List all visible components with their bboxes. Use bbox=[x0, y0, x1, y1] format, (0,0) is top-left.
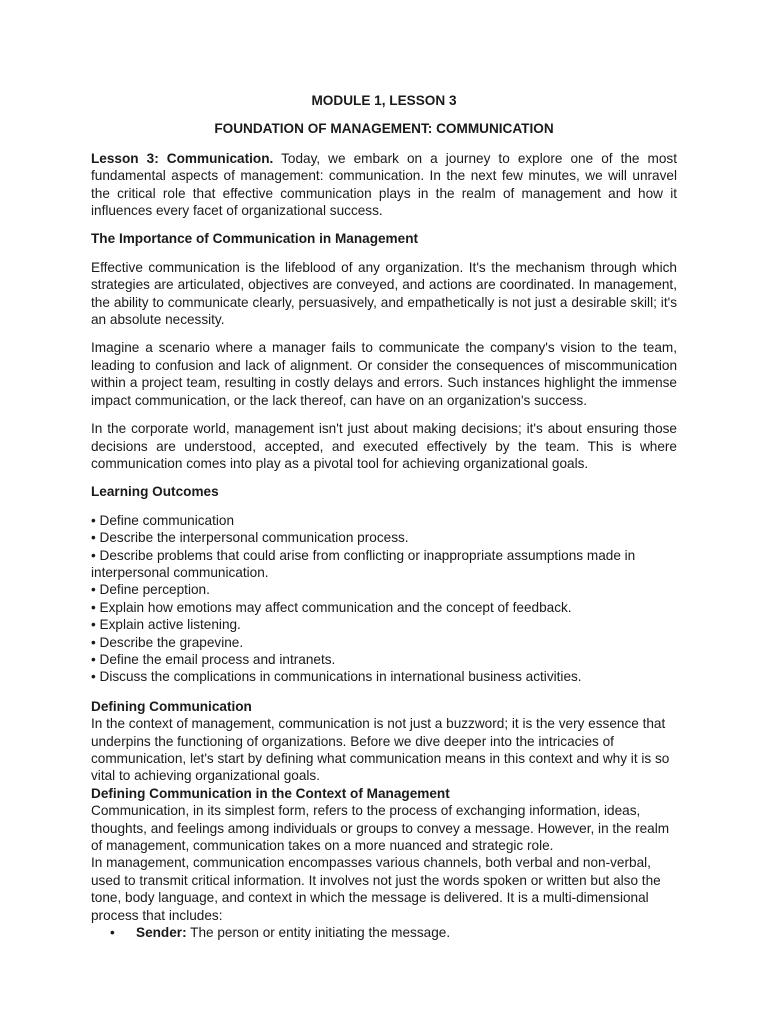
outcome-item: • Define perception. bbox=[91, 582, 210, 598]
outcome-item: • Define the email process and intranets. bbox=[91, 651, 336, 667]
importance-paragraph-3: In the corporate world, management isn't just about making decisions; it's about ensuring those decisions are understood, accepted, and executed effectively by the team. This is where communication comes into play as a pivotal tool for achieving organizational goals. bbox=[91, 421, 677, 471]
document-title: FOUNDATION OF MANAGEMENT: COMMUNICATION bbox=[214, 121, 554, 137]
outcome-item: • Describe the grapevine. bbox=[91, 634, 244, 650]
bullet-dot: • bbox=[110, 925, 115, 941]
importance-paragraph-2: Imagine a scenario where a manager fails to communicate the company's vision to the team, leading to confusion and lack of alignment. Or consider the consequences of miscommunication within a project team, resulting in costly delays and errors. Such instances highlight the immense impact communication, or the lack thereof, can have on an organization's success. bbox=[91, 340, 677, 408]
process-item-sender bbox=[110, 924, 677, 941]
outcome-item: • Explain active listening. bbox=[91, 617, 241, 633]
outcome-item: • Describe the interpersonal communication process. bbox=[91, 530, 409, 546]
outcome-item: • Discuss the complications in communications in international business activities. bbox=[91, 669, 582, 685]
context-paragraph-2: In management, communication encompasses various channels, both verbal and non-verbal, used to transmit critical information. It involves not just the words spoken or written but also the tone, body language, and context in which the message is delivered. It is a multi-dimensional process that includes: bbox=[91, 855, 661, 923]
outcome-item: • Define communication bbox=[91, 512, 235, 528]
intro-paragraph bbox=[91, 150, 677, 220]
process-list bbox=[91, 924, 677, 941]
intro-lead: Lesson 3: Communication. bbox=[91, 150, 274, 166]
outcome-item: • Explain how emotions may affect communication and the concept of feedback. bbox=[91, 599, 572, 615]
intro-text: Today, we embark on a journey to explore one of the most fundamental aspects of management: communication. In the next few minutes, we will unravel the critical role that effective communication plays in the realm of management and how it influences every facet of organizational success. bbox=[91, 150, 677, 219]
outcome-item: • Describe problems that could arise from conflicting or inappropriate assumptions made in interpersonal communication. bbox=[91, 547, 636, 580]
defining-heading: Defining Communication bbox=[91, 698, 252, 714]
importance-paragraph-1: Effective communication is the lifeblood of any organization. It's the mechanism through which strategies are articulated, objectives are conveyed, and actions are coordinated. In management, the ability to communicate clearly, persuasively, and empathetically is not just a desirable skill; it's an absolute necessity. bbox=[91, 259, 677, 328]
module-heading: MODULE 1, LESSON 3 bbox=[311, 93, 457, 108]
document-content bbox=[91, 92, 677, 941]
outcomes-list bbox=[91, 512, 677, 686]
importance-heading: The Importance of Communication in Management bbox=[91, 231, 419, 247]
process-text: The person or entity initiating the message. bbox=[186, 925, 451, 941]
context-paragraph-1: Communication, in its simplest form, refers to the process of exchanging information, ideas, thoughts, and feelings among individuals or groups to convey a message. However, in the realm of management, communication takes on a more nuanced and strategic role. bbox=[91, 803, 670, 854]
defining-paragraph: In the context of management, communication is not just a buzzword; it is the very essence that underpins the functioning of organizations. Before we dive deeper into the intricacies of communication, let's start by defining what communication means in this context and why it is so vital to achieving organizational goals. bbox=[91, 716, 670, 784]
process-term: Sender: bbox=[136, 925, 187, 941]
context-heading: Defining Communication in the Context of Management bbox=[91, 785, 450, 801]
outcomes-heading: Learning Outcomes bbox=[91, 484, 219, 500]
